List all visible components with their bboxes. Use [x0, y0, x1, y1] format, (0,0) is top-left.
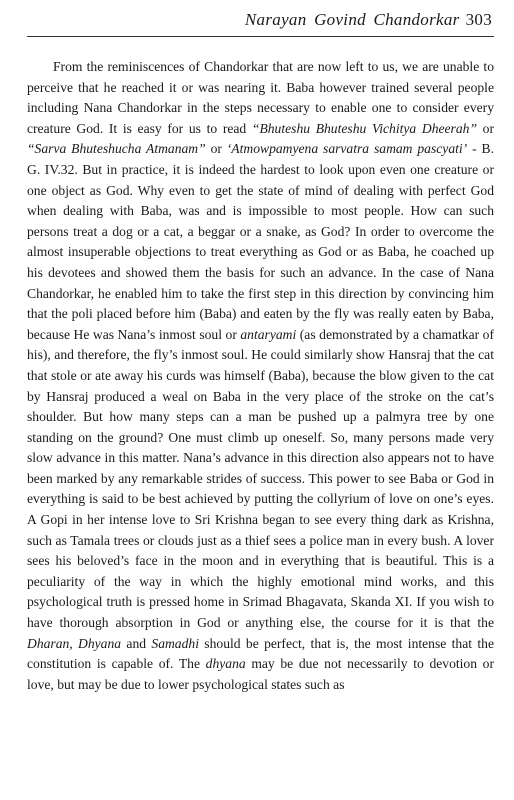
- text-run: - B. G. IV.32. But in practice, it is indeed the hardest to look upon even one creature or one object as God. Why even to get the state of mind of dealing with perfect God when dealing with Baba, was and is impossible to most people. How can such persons treat a dog or a cat, a beggar or a snake, as God? In order to overcome the almost insuperable objections to treat everything as God or as Baba, he coached up his devotees and showed them the basis for such an advance. In the case of Nana Chandorkar, he enabled him to take the first step in this direction by convincing him that the poli placed before him (Baba) and eaten by the fly was really eaten by Baba, because He was Nana’s inmost soul or: [27, 141, 494, 342]
- text-run: or: [477, 120, 494, 136]
- header-rule: [27, 36, 494, 37]
- text-run: (as demonstrated by a chamatkar of his), and therefore, the fly’s inmost soul. He could similarly show Hansraj that the cat that stole or ate away his curds was himself (Baba), because the blow given to the cat by Hansraj produced a weal on Baba in the very place of the stroke on the cat’s shoulder. But how many steps can a man be pushed up a palmyra tree by one standing on the ground? One must climb up oneself. So, many persons made very slow advance in this matter. Nana’s advance in this direction also appears not to have been marked by any remarkable strides of success. This power to see Baba or God in everything is said to be best achieved by putting the collyrium of love on one’s eyes. A Gopi in her intense love to Sri Krishna began to see every thing dark as Krishna, such as Tamala trees or clouds just as a thief sees a police man in every bush. A lover sees his beloved’s face in the moon and in everything that is beautiful. This is a peculiarity of the way in which the highly emotional mind works, and this psychological truth is pressed home in Srimad Bhagavata, Skanda XI. If you wish to have thorough absorption in God or anything else, the course for it is that the: [27, 326, 495, 631]
- italic-term: Dharan, Dhyana: [27, 635, 122, 651]
- italic-term: antaryami: [240, 326, 297, 342]
- italic-term: dhyana: [205, 656, 246, 672]
- sanskrit-quote: ‘Atmowpamyena sarvatra samam pascyati’: [226, 141, 468, 157]
- running-title: Narayan Govind Chandorkar: [244, 10, 460, 29]
- text-run: should be perfect, that is, the most intense that the constitution is capable of. The: [27, 635, 494, 672]
- running-header: [27, 10, 494, 30]
- text-run: or: [205, 141, 227, 157]
- italic-term: Samadhi: [151, 635, 199, 651]
- page-number: 303: [465, 10, 492, 29]
- text-run: From the reminiscences of Chandorkar that are now left to us, we are unable to perceive that he reached it or was nearing it. Baba however trained several people including Nana Chandorkar in the steps necessary to enable one to consider every creature God. It is easy for us to read: [27, 59, 494, 136]
- sanskrit-quote: “Sarva Bhuteshucha Atmanam”: [27, 141, 206, 157]
- text-run: may be due not necessarily to devotion or love, but may be due to lower psychological states such as: [27, 656, 494, 692]
- sanskrit-quote: “Bhuteshu Bhuteshu Vichitya Dheerah”: [251, 120, 478, 136]
- text-run: and: [121, 635, 152, 651]
- body-paragraph: [27, 57, 494, 695]
